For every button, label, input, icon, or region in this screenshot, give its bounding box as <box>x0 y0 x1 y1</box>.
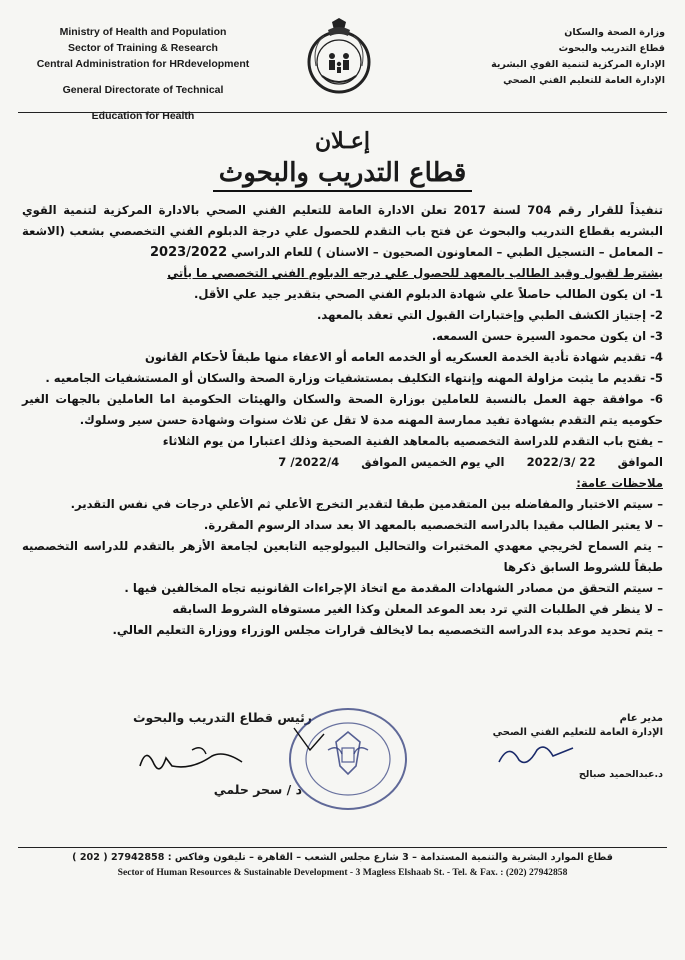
directorate-en: General Directorate of Technical <box>62 84 224 96</box>
announcement-body <box>22 200 663 641</box>
official-stamp-icon <box>284 704 412 814</box>
header-divider <box>18 112 667 113</box>
sector-head-signature-block <box>112 710 312 797</box>
director-title: مدير عام <box>619 713 663 724</box>
signature-scribble-icon <box>132 736 252 780</box>
ministry-name-ar: وزارة الصحة والسكان <box>564 27 665 38</box>
ministry-name-en: Ministry of Health and Population <box>59 26 227 38</box>
note-item: – لا يعتبر الطالب مقيدا بالدراسه التخصصيه بالمعهد الا بعد سداد الرسوم المقررة. <box>203 518 663 532</box>
education-en: Education for Health <box>91 110 195 122</box>
announcement-title: إعـلان <box>315 128 370 154</box>
director-department: الإدارة العامة للتعليم الفني الصحي <box>492 727 663 738</box>
ministry-logo-icon <box>302 16 376 100</box>
requirements-heading: يشترط لقبول وقيد الطالب بالمعهد للحصول علي درجه الدبلوم الفني التخصصي ما يأتي <box>167 266 663 280</box>
central-admin-ar: الإدارة المركزية لتنمية القوي البشرية <box>491 59 665 70</box>
director-signature-scribble-icon <box>493 738 583 772</box>
start-date: 22 /2022/3 <box>526 455 596 469</box>
note-item: – سيتم التحقق من مصادر الشهادات المقدمة مع اتخاذ الإجراءات القانونيه تجاه المخالفين فيها . <box>124 581 663 595</box>
requirement-item: 4- تقديم شهادة تأدية الخدمة العسكريه أو الخدمه العامه أو الاعفاء منها طبقاً لأحكام القانون <box>144 350 663 364</box>
sector-name-en: Sector of Training & Research <box>68 42 218 54</box>
requirement-item: 3- ان يكون محمود السيرة حسن السمعه. <box>431 329 663 343</box>
application-dates <box>22 452 663 473</box>
sector-head-name: د / سحر حلمي <box>213 782 302 797</box>
sector-title <box>0 158 685 188</box>
header-english <box>18 24 268 124</box>
end-date: 2022/4/ 7 <box>278 455 340 469</box>
intro-paragraph <box>22 200 663 263</box>
requirement-item: 5- تقديم ما يثبت مزاولة المهنه وإنتهاء التكليف بمستشفيات وزارة الصحة والسكان أو المستشفيات الجامعيه . <box>45 371 663 385</box>
directorate-ar: الإدارة العامة للتعليم الفني الصحي <box>503 75 665 86</box>
director-name: د.عبدالحميد صبالح <box>578 769 663 780</box>
opening-notice: – يفتح باب التقدم للدراسة التخصصيه بالمعاهد الفنية الصحية وذلك اعتبارا من يوم الثلاثاء <box>162 434 663 448</box>
note-item: – يتم السماح لخريجي معهدي المختبرات والتحاليل البيولوجيه التابعين لجامعة الأزهر بالتقدم للدراسه التخصصيه طبقاً للشروط السابق ذكرها <box>22 539 663 574</box>
until-label: الي يوم الخميس الموافق <box>361 455 505 469</box>
note-item: – لا ينظر في الطلبات التي ترد بعد الموعد المعلن وكذا الغير مستوفاه الشروط السابقه <box>172 602 663 616</box>
footer-arabic: قطاع الموارد البشرية والتنمية المستدامة – 3 شارع مجلس الشعب – القاهرة – تليفون وفاكس : 27942858 ( 202 ) <box>72 852 613 863</box>
requirement-item: 1- ان يكون الطالب حاصلاً علي شهادة الدبلوم الفني الصحي بتقدير جيد علي الأقل. <box>193 287 663 301</box>
corresponding-label: الموافق <box>617 455 663 469</box>
requirement-item: 2- إجتياز الكشف الطبي وإختبارات القبول التي تعقد بالمعهد. <box>316 308 663 322</box>
footer-divider <box>18 847 667 848</box>
requirement-item: 6- موافقة جهة العمل بالنسبة للعاملين بوزارة الصحة والسكان والهيئات الحكومية اما العاملين بالجهات الغير حكوميه يتم التقدم بشهادة تفيد ممارسة المهنه مدة لا تقل عن ثلاث سنوات وشهادة حسن سير وسلوك. <box>22 392 663 427</box>
footer-english: Sector of Human Resources & Sustainable Development - 3 Magless Elshaab St. - Tel. & Fax. : (202) 27942858 <box>117 867 568 878</box>
note-item: – سيتم الاختبار والمفاضله بين المتقدمين طبقا لتقدير التخرج الأعلي ثم الأعلي درجات في نفس التقدير. <box>70 497 663 511</box>
sector-head-title: رئيس قطاع التدريب والبحوث <box>133 710 312 725</box>
intro-text: تنفيذاً للقرار رقم 704 لسنة 2017 تعلن الادارة العامة للتعليم الفني الصحي بالادارة المركزية لتنمية القوي البشريه بقطاع التدريب والبحوث عن فتح باب التقدم للحصول علي درجة الدبلوم الفني التخصصي بشعب (الاشعة – المعامل – التسجيل الطبي – المعاونون الصحيون – الاسنان ) للعام الدراسي <box>22 203 663 259</box>
note-item: – يتم تحديد موعد بدء الدراسه التخصصيه بما لايخالف قرارات مجلس الوزراء ووزارة التعليم العالي. <box>112 623 663 637</box>
central-admin-en: Central Administration for HRdevelopment <box>36 58 250 70</box>
director-signature-block <box>443 712 663 780</box>
academic-year: 2023/2022 <box>150 245 228 260</box>
sector-name-ar: قطاع التدريب والبحوث <box>558 43 665 54</box>
sector-title-text: قطاع التدريب والبحوث <box>213 158 473 192</box>
header-arabic <box>445 25 665 89</box>
notes-heading: ملاحظات عامة: <box>576 476 663 490</box>
